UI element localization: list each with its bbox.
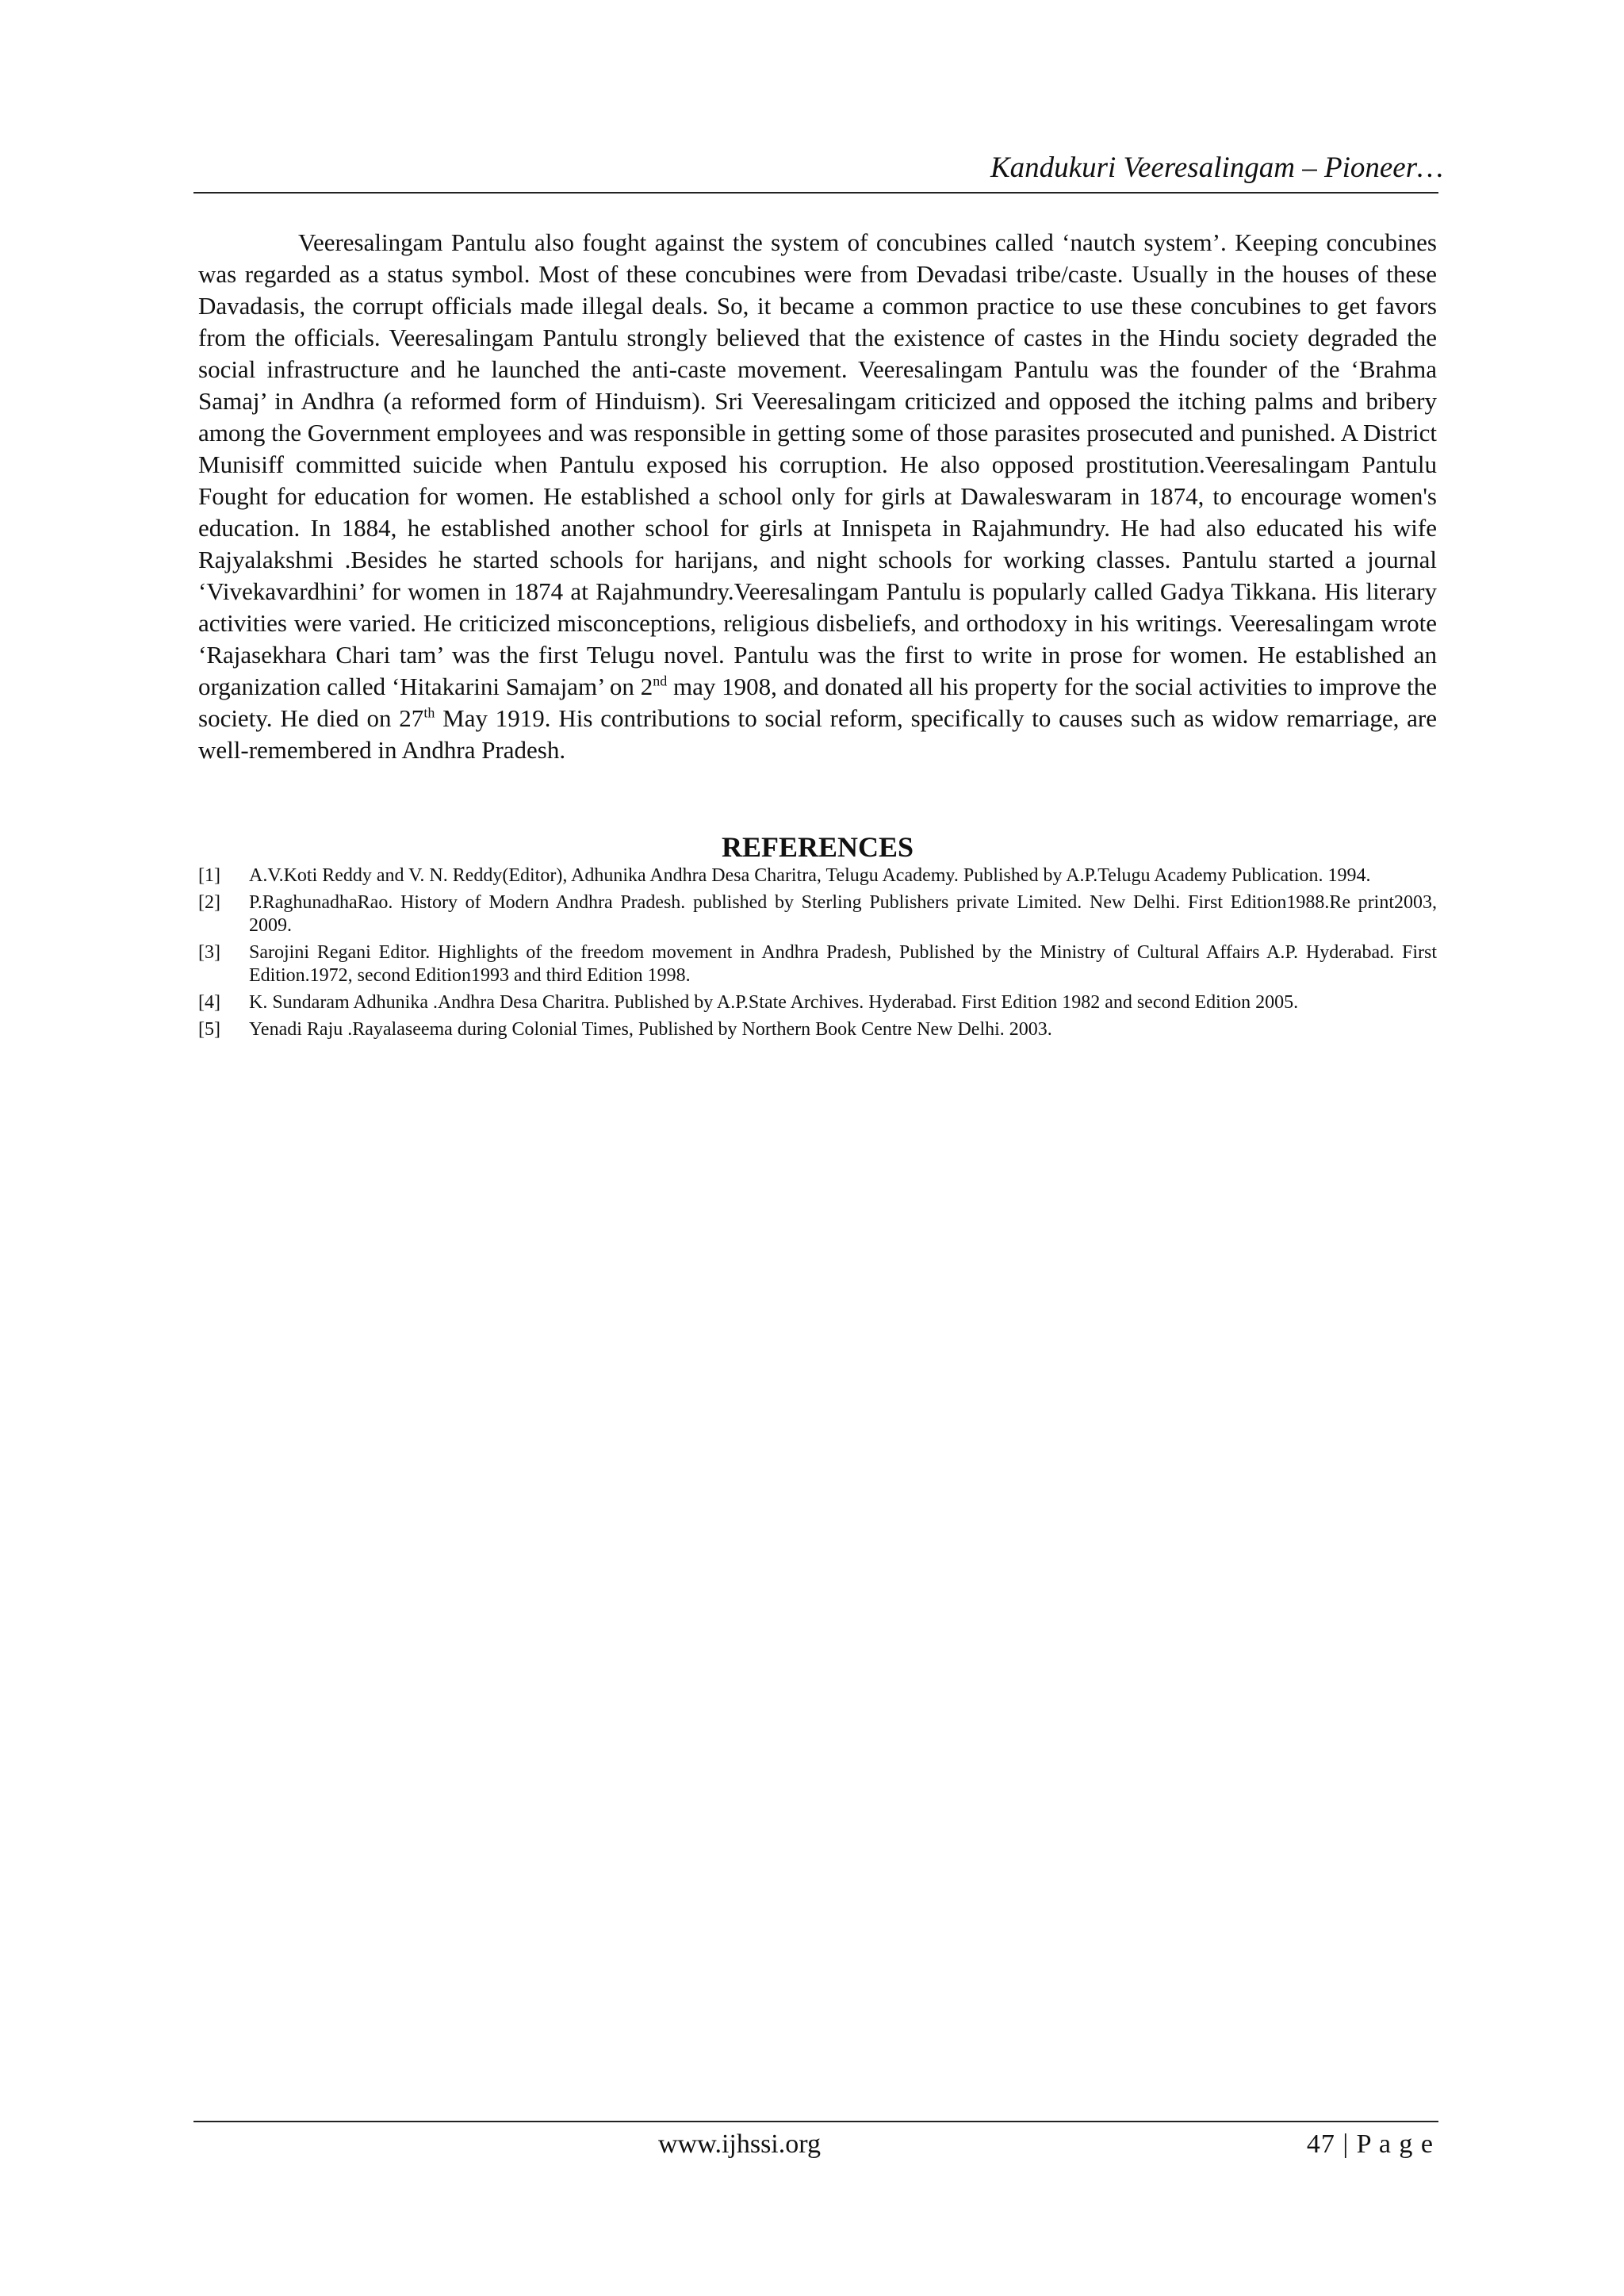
paragraph-text-part-2: may 1908, and donated all his property for the social activities to improve the society. He died on 27 [198,673,1438,732]
main-text-block [198,227,1437,766]
reference-number: [3] [198,942,220,963]
reference-text: P.RaghunadhaRao. History of Modern Andhra Pradesh. published by Sterling Publishers private Limited. New Delhi. First Edition1988.Re print2003, 2009. [249,892,1437,936]
header-rule [193,192,1438,194]
superscript-th: th [423,704,435,721]
reference-number: [2] [198,892,220,913]
reference-item [198,991,1437,1014]
paragraph-text-part-3: May 1919. His contributions to social reform, specifically to causes such as widow remarriage, are well-remembered in Andhra Pradesh. [198,704,1437,764]
reference-item [198,891,1437,937]
reference-item [198,864,1437,887]
body-paragraph [198,227,1437,766]
page-number: 47 | P a g e [1306,2129,1434,2159]
paragraph-text-part-1: Veeresalingam Pantulu also fought against the system of concubines called ‘nautch system’. Keeping concubines was regarded as a status symbol. Most of these concubines were from Devadasi tribe/caste. Usually in the houses of these Davadasis, the corrupt officials made illegal deals. So, it became a common practice to use these concubines to get favors from the officials. Veeresalingam Pantulu strongly believed that the existence of castes in the Hindu society degraded the social infrastructure and he launched the anti-caste movement. Veeresalingam Pantulu was the founder of the ‘Brahma Samaj’ in Andhra (a reformed form of Hinduism). Sri Veeresalingam criticized and opposed the itching palms and bribery among the Government employees and was responsible in getting some of those parasites prosecuted and punished. A District Munisiff committed suicide when Pantulu exposed his corruption. He also opposed prostitution.Veeresalingam Pantulu Fought for education for women. He established a school only for girls at Dawaleswaram in 1874, to encourage women's education. In 1884, he established another school for girls at Innispeta in Rajahmundry. He had also educated his wife Rajyalakshmi .Besides he started schools for harijans, and night schools for working classes. Pantulu started a journal ‘Vivekavardhini’ for women in 1874 at Rajahmundry.Veeresalingam Pantulu is popularly called Gadya Tikkana. His literary activities were varied. He criticized misconceptions, religious disbeliefs, and orthodoxy in his writings. Veeresalingam wrote ‘Rajasekhara Chari tam’ was the first Telugu novel. Pantulu was the first to write in prose for women. He established an organization called ‘Hitakarini Samajam’ on 2 [198,228,1437,700]
reference-text: A.V.Koti Reddy and V. N. Reddy(Editor), Adhunika Andhra Desa Charitra, Telugu Academy. Published by A.P.Telugu Academy Publication. 1994. [249,865,1371,886]
references-heading: REFERENCES [721,831,914,863]
reference-item [198,941,1437,987]
reference-text: K. Sundaram Adhunika .Andhra Desa Charitra. Published by A.P.State Archives. Hyderabad. First Edition 1982 and second Edition 2005. [249,992,1299,1013]
reference-item [198,1018,1437,1041]
footer-rule [193,2121,1438,2122]
reference-number: [5] [198,1019,220,1040]
reference-text: Sarojini Regani Editor. Highlights of the freedom movement in Andhra Pradesh, Published by the Ministry of Cultural Affairs A.P. Hyderabad. First Edition.1972, second Edition1993 and third Edition 1998. [249,942,1437,986]
references-list [198,864,1437,1045]
footer-website-link[interactable]: www.ijhssi.org [658,2129,821,2159]
reference-number: [4] [198,992,220,1013]
reference-text: Yenadi Raju .Rayalaseema during Colonial Times, Published by Northern Book Centre New Delhi. 2003. [249,1019,1052,1040]
superscript-nd: nd [653,673,668,689]
running-header-title: Kandukuri Veeresalingam – Pioneer… [990,151,1443,184]
reference-number: [1] [198,865,220,886]
